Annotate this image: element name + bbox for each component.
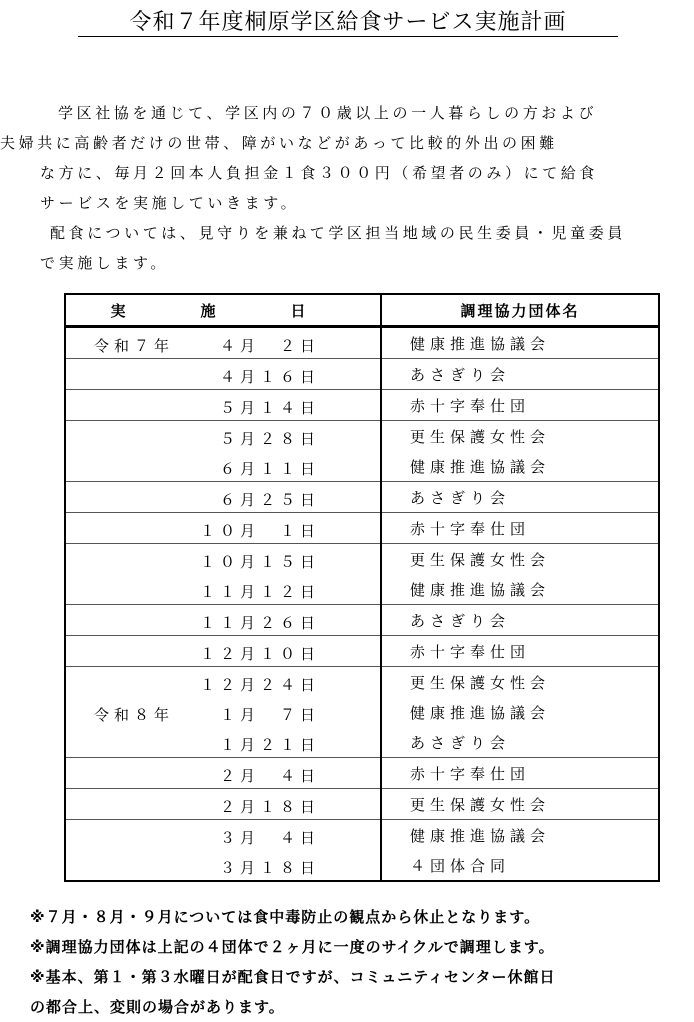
date-cell [65,451,381,482]
date-cell [65,513,381,544]
date-label: １１月１２日 [199,583,320,601]
table-row [65,544,659,575]
era-label: 令和８年 [94,706,175,724]
group-cell: 更生保護女性会 [381,667,659,698]
date-label: ６月１１日 [219,460,320,478]
table-row [65,513,659,544]
table-row [65,451,659,482]
group-cell: 更生保護女性会 [381,421,659,452]
table-row [65,636,659,667]
date-cell [65,544,381,575]
notes [30,902,670,1022]
date-cell [65,359,381,390]
date-cell [65,482,381,513]
intro-line: で実施します。 [40,254,170,272]
group-cell: 更生保護女性会 [381,789,659,820]
date-cell [65,850,381,881]
intro-line: 夫婦共に高齢者だけの世帯、障がいなどがあって比較的外出の困難 [0,134,558,152]
intro-line: サービスを実施していきます。 [40,194,300,212]
date-label: １月２１日 [219,736,320,754]
header-date: 実 施 日 [65,294,381,327]
date-label: ４月 ２日 [219,337,320,355]
group-cell: 健康推進協議会 [381,820,659,851]
date-cell [65,327,381,359]
date-cell [65,421,381,452]
group-cell: あさぎり会 [381,359,659,390]
header-group: 調理協力団体名 [381,294,659,327]
table-row [65,697,659,727]
date-cell [65,789,381,820]
group-cell: あさぎり会 [381,727,659,758]
group-cell: ４団体合同 [381,850,659,881]
group-cell: 赤十字奉仕団 [381,636,659,667]
group-cell: 健康推進協議会 [381,451,659,482]
table-row [65,820,659,851]
date-cell [65,636,381,667]
date-label: ４月１６日 [219,368,320,386]
date-label: １月 ７日 [219,706,320,724]
intro-line: な方に、毎月２回本人負担金１食３００円（希望者のみ）にて給食 [40,164,599,182]
group-cell: あさぎり会 [381,605,659,636]
group-cell: 赤十字奉仕団 [381,513,659,544]
title-underline [78,36,618,37]
date-label: １０月 １日 [199,522,320,540]
table-row [65,390,659,421]
note-line: ※基本、第１・第３水曜日が配食日ですが、コミュニティセンター休館日 [30,968,556,986]
table-row [65,482,659,513]
date-label: ２月１８日 [219,798,320,816]
date-cell [65,820,381,851]
group-cell: あさぎり会 [381,482,659,513]
table-row [65,667,659,698]
table-row [65,605,659,636]
table-row [65,850,659,881]
date-label: ６月２５日 [219,491,320,509]
page-title: 令和７年度桐原学区給食サービス実施計画 [129,10,567,35]
group-cell: 健康推進協議会 [381,697,659,727]
group-cell: 赤十字奉仕団 [381,758,659,789]
group-cell: 健康推進協議会 [381,574,659,605]
date-label: １２月１０日 [199,645,320,663]
table-row [65,327,659,359]
date-label: ３月 ４日 [219,829,320,847]
date-cell [65,574,381,605]
intro-line: 学区社協を通じて、学区内の７０歳以上の一人暮らしの方および [58,104,598,122]
table-row [65,421,659,452]
date-cell [65,605,381,636]
group-cell: 健康推進協議会 [381,327,659,359]
date-cell [65,758,381,789]
date-label: １１月２６日 [199,614,320,632]
note-line: ※調理協力団体は上記の４団体で２ヶ月に一度のサイクルで調理します。 [30,938,555,956]
date-label: ２月 ４日 [219,767,320,785]
schedule-table [64,293,660,882]
group-cell: 赤十字奉仕団 [381,390,659,421]
table-row [65,789,659,820]
date-cell [65,390,381,421]
group-cell: 更生保護女性会 [381,544,659,575]
intro-line: 配食については、見守りを兼ねて学区担当地域の民生委員・児童委員 [50,224,626,242]
table-row [65,359,659,390]
date-label: １０月１５日 [199,553,320,571]
table-row [65,758,659,789]
date-label: ５月１４日 [219,399,320,417]
date-cell [65,727,381,758]
table-row [65,574,659,605]
date-label: ３月１８日 [219,859,320,877]
date-label: ５月２８日 [219,430,320,448]
table-row [65,727,659,758]
table-header-row [65,294,659,327]
note-line: の都合上、変則の場合があります。 [30,998,285,1016]
date-cell [65,667,381,698]
era-label: 令和７年 [94,337,175,355]
date-label: １２月２４日 [199,676,320,694]
note-line: ※７月・８月・９月については食中毒防止の観点から休止となります。 [30,908,541,926]
date-cell [65,697,381,727]
